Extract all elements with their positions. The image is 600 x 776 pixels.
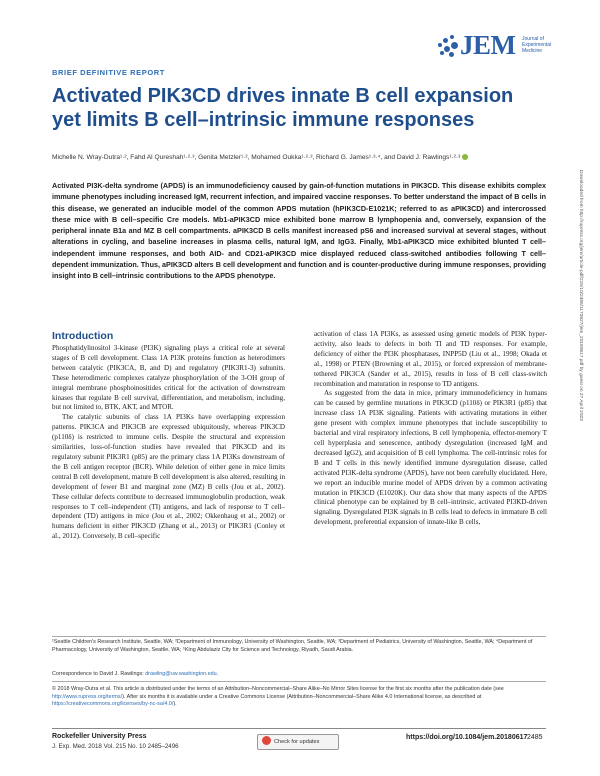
page-number: 2485 xyxy=(527,734,543,741)
journal-citation: J. Exp. Med. 2018 Vol. 215 No. 10 2485–2496 xyxy=(52,743,179,750)
abstract: Activated PI3K-delta syndrome (APDS) is an immunodeficiency caused by gain-of-function mutations in PIK3CD. This disease exhibits complex immune phenotypes including increased IgM, recurrent infection, and impaired vaccine responses. To better understand the impact of B cells in this disease, we generated an inducible model of the common APDS mutation (hPIK3CD-E1021K; referred to as aPIK3CD) and intercrossed these mice with B cell–specific Cre models. Mb1-aPIK3CD mice exhibited bone marrow B lymphopenia and, conversely, expansion of the peripheral innate B1a and MZ B cell compartments. aPIK3CD B cells manifest increased pS6 and increased survival at several stages, without alterations in cycling, and baseline increases in plasma cells, natural IgM, and IgG3. Finally, Mb1-aPIK3CD mice exhibited blunted T cell–independent immune responses, and both AID- and CD21-aPIK3CD mice displayed reduced class-switched antibodies following T cell–dependent immunization. Thus, aPIK3CD alters B cell development and function and is counter-productive during immune responses, providing insight into B cell–intrinsic contributions to the APDS phenotype. xyxy=(52,181,546,281)
paragraph: The catalytic subunits of class 1A PI3Ks have overlapping expression patterns. PIK3CA and PIK3CB are expressed ubiquitously, whereas PIK3CD (p110δ) is restricted to immune cells. Despite the structural and expression similarities, loss-of-function studies have revealed that PIK3CD and its regulatory subunit PIK3R1 (p85) are the primary class 1A PI3Ks downstream of the B cell antigen receptor (BCR). While deletion of either gene in mice limits central B cell development, mature B cell development is also altered, resulting in development of fewer B1 and marginal zone (MZ) B cells (Jou et al., 2002). These cellular defects contribute to decreased immunoglobulin production, weak responses to T cell–independent (TI) antigens, and lack of response to T cell–dependent (TD) antigens in mice (Jou et al., 2002; Okkenhaug et al., 2002) or humans deficient in either PIK3CD (Zhang et al., 2013) or PIK3R1 (Conley et al., 2012). Conversely, B cell–specific xyxy=(52,413,285,541)
license-text: © 2018 Wray-Dutra et al. This article is distributed under the terms of an Attribution–Noncommercial–Share Alike–No Mirror Sites license for the first six months after the publication date (see xyxy=(52,686,504,692)
paragraph: activation of class 1A PI3Ks, as assessed using genetic models of PI3K hyper-activity, also leads to defects in both TI and TD responses. For example, deficiency of either the PI3K phosphatases, INPP5D (Liu et al., 1998; Okada et al., 1998) or PTEN (Browning et al., 2015), or forced expression of membrane-tethered PIK3CA (Sander et al., 2015), results in loss of B cell class-switch recombination and maturation in response to TD antigens. xyxy=(314,330,547,388)
logo-subtitle: Journal of Experimental Medicine xyxy=(522,36,552,54)
check-for-updates-button[interactable] xyxy=(257,734,339,750)
paragraph: As suggested from the data in mice, primary immunodeficiency in humans can be caused by germline mutations in PIK3CD (p110δ) or PIK3R1 (p85) that increase class 1A PI3K signaling. Patients with activating mutations in either gene present with complex immune phenotypes that include susceptibility to bacterial and viral respiratory infections, B cell lymphopenia, effector-memory T cell hyperplasia and senescence, antibody dysregulation (increased IgM and decreased IgG2), and acquisition of B cell lymphoma. The cell-intrinsic roles for B and T cells in this newly identified immune dysregulation disease, called activated PI3K-delta syndrome (APDS), have not been carefully elucidated. Here, we report an inducible murine model of APDS driven by a common activating mutation in PIK3CD (E1020K). Our data show that many aspects of the APDS clinical phenotype can be explained by B cell–intrinsic, activated PI3KD-driven signaling. Dysregulated PI3K signals in B cells lead to defects in immature B cell development, preferential expansion of innate-like B cells, xyxy=(314,389,547,527)
license-text: ). After six months it is available under a Creative Commons License (Attribution–Noncommercial–Share Alike 4.0 International license, as described at xyxy=(122,693,482,700)
affiliations: ¹Seattle Children's Research Institute, Seattle, WA; ²Department of Immunology, University of Washington, Seattle, WA; ³Department of Pediatrics, University of Washington, Seattle, WA; ⁴Department of Pharmacology, University of Washington, Seattle, WA; ⁵King Abdulaziz City for Science and Technology, Riyadh, Saudi Arabia. xyxy=(52,639,533,653)
orcid-icon[interactable] xyxy=(462,154,468,160)
doi-link[interactable]: https://doi.org/10.1084/jem.20180617 xyxy=(406,734,528,741)
publisher-name: Rockefeller University Press xyxy=(52,733,147,740)
footnote-divider xyxy=(52,636,546,637)
body-column-left xyxy=(52,344,285,542)
author-names: Michelle N. Wray-Dutra¹·², Fahd Al Qureshah¹·²·³, Genita Metzler¹·², Mohamed Oukka¹·²·³, Richard G. James¹·³·⁴, and David J. Rawlings¹·²·³ xyxy=(52,154,461,161)
license-divider xyxy=(52,681,546,682)
license-text: ). xyxy=(173,701,177,708)
author-list xyxy=(52,154,532,161)
footer-divider xyxy=(52,728,546,729)
check-updates-label: Check for updates xyxy=(274,739,320,745)
paragraph: Phosphatidylinositol 3-kinase (PI3K) signaling plays a critical role at several stages of B cell development. Class 1A PI3K proteins function as heterodimers between catalytic (PIK3CA, B, and D) and regulatory (PIK3R1-3) subunits. These heterodimeric complexes catalyze phosphorylation of the 3-OH group of integral membrane phosphoinositides critical for the activation of downstream kinases that regulate B cell survival, differentiation, and metabolism, including, but not limited to, BTK, AKT, and MTOR. xyxy=(52,344,285,412)
license-statement xyxy=(52,686,546,709)
correspondence xyxy=(52,671,546,677)
creative-commons-link[interactable]: https://creativecommons.org/licenses/by-nc-sa/4.0/ xyxy=(52,701,174,708)
check-updates-icon xyxy=(262,736,271,745)
logo-dots-icon xyxy=(436,33,460,59)
download-watermark xyxy=(575,170,585,590)
logo-wordmark: JEM xyxy=(460,30,516,60)
correspondence-end: . xyxy=(216,671,219,677)
section-heading-introduction: Introduction xyxy=(52,330,114,342)
correspondence-email-link[interactable]: drawling@uw.washington.edu xyxy=(145,671,217,677)
correspondence-label: Correspondence to David J. Rawlings: xyxy=(52,671,146,677)
body-column-right xyxy=(314,330,547,528)
article-type: BRIEF DEFINITIVE REPORT xyxy=(52,68,165,77)
download-note-text: Downloaded from http://rupress.org/jem/article-pdf/215/10/2485/1170927/jem_20180617.pdf by guest on 27 April 2023 xyxy=(578,170,583,421)
terms-link[interactable]: http://www.rupress.org/terms/ xyxy=(52,693,123,700)
article-title: Activated PIK3CD drives innate B cell expansion yet limits B cell–intrinsic immune responses xyxy=(52,85,514,131)
journal-logo xyxy=(436,30,566,64)
